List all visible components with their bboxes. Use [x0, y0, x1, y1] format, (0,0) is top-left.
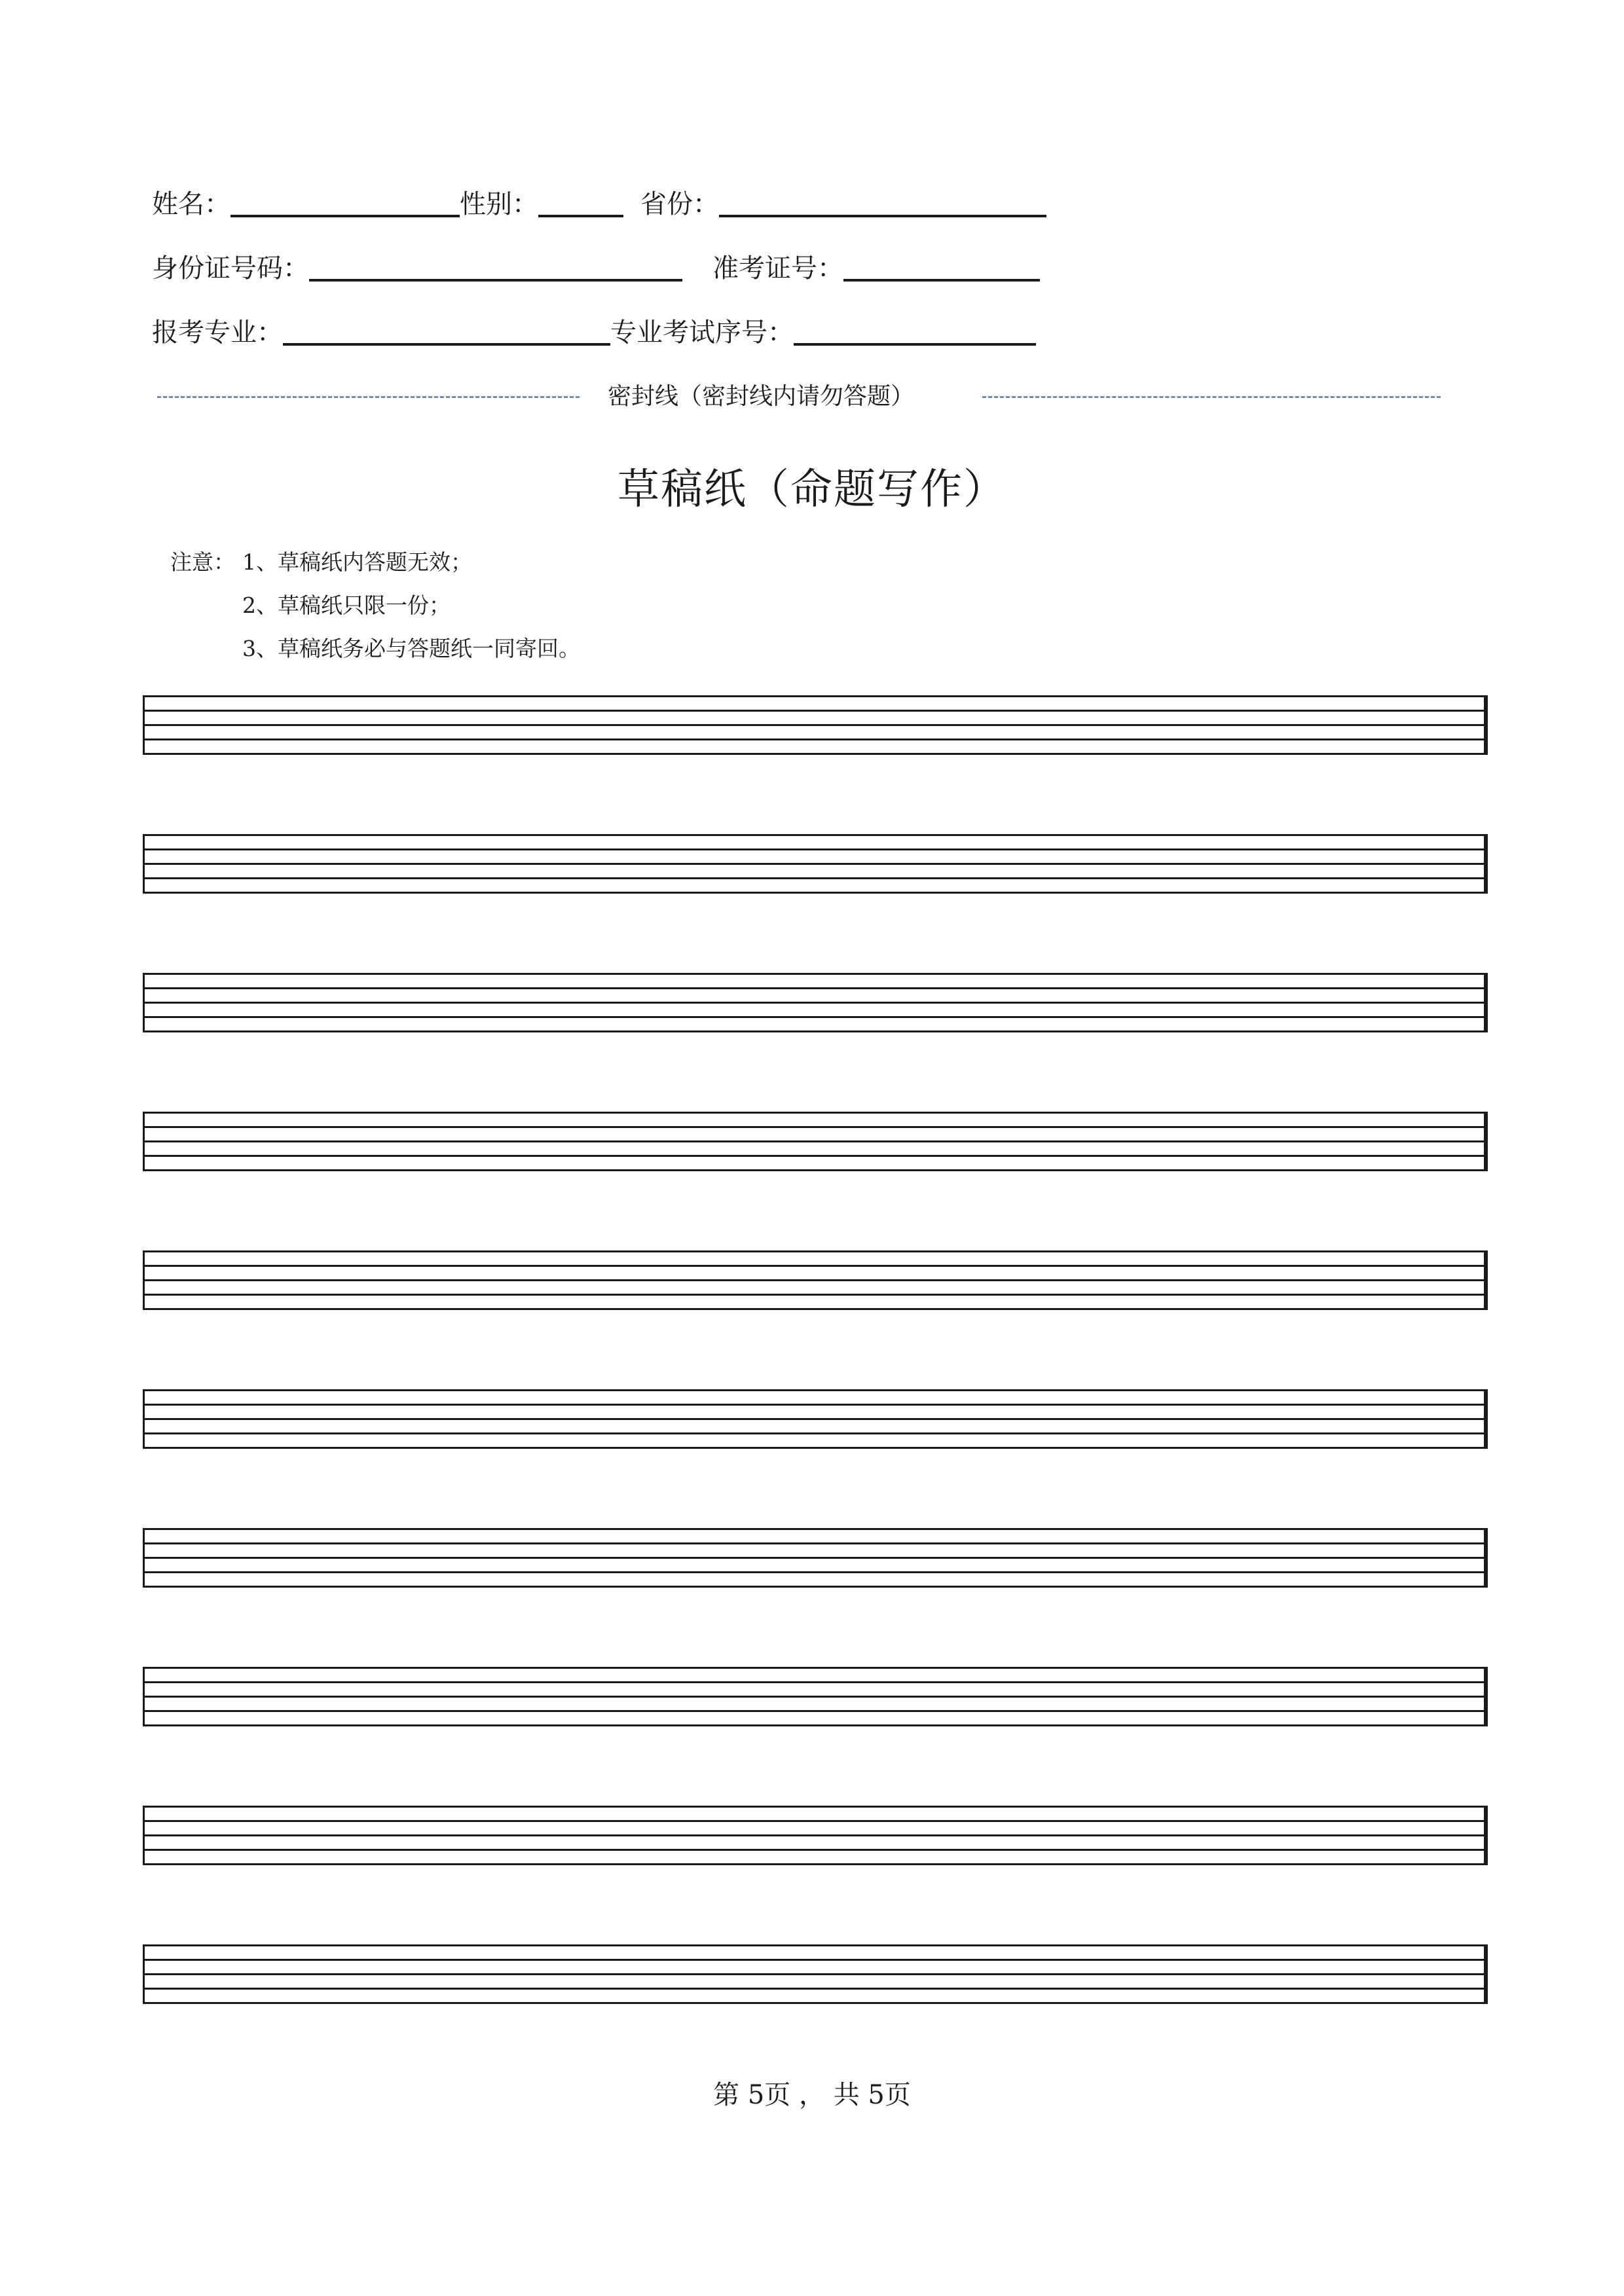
- staff-line: [145, 1863, 1484, 1865]
- staff-line: [145, 1542, 1484, 1544]
- note-item: [170, 627, 580, 670]
- note-text: 3、草稿纸务必与答题纸一同寄回。: [242, 636, 580, 661]
- staff-line: [145, 848, 1484, 850]
- staff-line: [145, 1279, 1484, 1281]
- staff-line: [145, 724, 1484, 726]
- notes-prefix: 注意：: [170, 549, 235, 575]
- staff-line: [145, 695, 1484, 697]
- staff-line: [145, 1973, 1484, 1975]
- staff-line: [145, 1586, 1484, 1588]
- staff-line: [145, 1030, 1484, 1032]
- staff-line: [145, 1126, 1484, 1128]
- staff-line: [145, 1724, 1484, 1726]
- staff[interactable]: [143, 973, 1488, 1032]
- major-field[interactable]: [283, 313, 610, 346]
- name-label: 姓名：: [152, 189, 231, 219]
- staff[interactable]: [143, 1389, 1488, 1449]
- staff-line: [145, 1404, 1484, 1406]
- seal-line: [157, 378, 1441, 415]
- major-exam-seq-label: 专业考试序号：: [610, 318, 794, 348]
- staff[interactable]: [143, 1112, 1488, 1171]
- staff-line: [145, 1528, 1484, 1530]
- staff-line: [145, 753, 1484, 755]
- gender-label: 性别：: [460, 189, 538, 219]
- province-field[interactable]: [719, 185, 1046, 217]
- id-number-field[interactable]: [309, 249, 682, 282]
- staff-line: [145, 1016, 1484, 1018]
- staff-line: [145, 1849, 1484, 1851]
- note-item: [170, 584, 580, 627]
- exam-ticket-label: 准考证号：: [712, 253, 843, 283]
- page-title: 草稿纸（命题写作）: [618, 465, 1006, 514]
- staff-line: [145, 1250, 1484, 1252]
- staff-line: [145, 834, 1484, 836]
- exam-ticket-field[interactable]: [843, 249, 1040, 282]
- staff-line: [145, 738, 1484, 740]
- staff[interactable]: [143, 1806, 1488, 1865]
- province-label: 省份：: [640, 189, 719, 219]
- staff[interactable]: [143, 1528, 1488, 1588]
- seal-text: 密封线（密封线内请勿答题）: [608, 383, 915, 410]
- note-item: [170, 541, 580, 584]
- staff-line: [145, 1959, 1484, 1961]
- staff-line: [145, 863, 1484, 865]
- staff-line: [145, 1944, 1484, 1946]
- staff-line: [145, 1169, 1484, 1171]
- staff[interactable]: [143, 695, 1488, 755]
- seal-dashed-line-right: [982, 396, 1441, 398]
- staff-line: [145, 1112, 1484, 1114]
- note-text: 2、草稿纸只限一份；: [242, 592, 451, 618]
- staff-line: [145, 1571, 1484, 1573]
- staff-line: [145, 1681, 1484, 1683]
- staff-line: [145, 1155, 1484, 1157]
- major-label: 报考专业：: [152, 318, 283, 348]
- seal-dashed-line-left: [157, 396, 580, 398]
- info-row-major-seq: [152, 304, 1036, 346]
- note-text: 1、草稿纸内答题无效；: [242, 549, 472, 575]
- staff-line: [145, 1667, 1484, 1669]
- staff-line: [145, 1308, 1484, 1310]
- staff-line: [145, 1418, 1484, 1420]
- staff[interactable]: [143, 834, 1488, 894]
- staff[interactable]: [143, 1944, 1488, 2004]
- info-row-name-gender-province: [152, 175, 1046, 217]
- staff-line: [145, 877, 1484, 879]
- page-footer: 第 5页 ， 共 5页: [713, 2080, 911, 2110]
- staff-line: [145, 1710, 1484, 1712]
- staff-line: [145, 1265, 1484, 1267]
- staff-line: [145, 1988, 1484, 1990]
- staff-line: [145, 1696, 1484, 1698]
- staff-line: [145, 1806, 1484, 1808]
- major-exam-seq-field[interactable]: [794, 313, 1036, 346]
- info-row-id-ticket: [152, 240, 1040, 282]
- staff-line: [145, 1294, 1484, 1296]
- staff-line: [145, 1834, 1484, 1836]
- notes: [170, 541, 580, 670]
- staff-line: [145, 1820, 1484, 1822]
- staff-line: [145, 1432, 1484, 1434]
- staff-line: [145, 892, 1484, 894]
- staff-line: [145, 987, 1484, 989]
- staff-line: [145, 1002, 1484, 1004]
- staff-line: [145, 2002, 1484, 2004]
- staff-line: [145, 1557, 1484, 1559]
- id-number-label: 身份证号码：: [152, 253, 309, 283]
- name-field[interactable]: [231, 185, 460, 217]
- staff-line: [145, 973, 1484, 975]
- staff-line: [145, 710, 1484, 712]
- gender-field[interactable]: [538, 185, 623, 217]
- staff-line: [145, 1447, 1484, 1449]
- staff[interactable]: [143, 1667, 1488, 1726]
- staff-line: [145, 1389, 1484, 1391]
- staff-line: [145, 1140, 1484, 1142]
- staff[interactable]: [143, 1250, 1488, 1310]
